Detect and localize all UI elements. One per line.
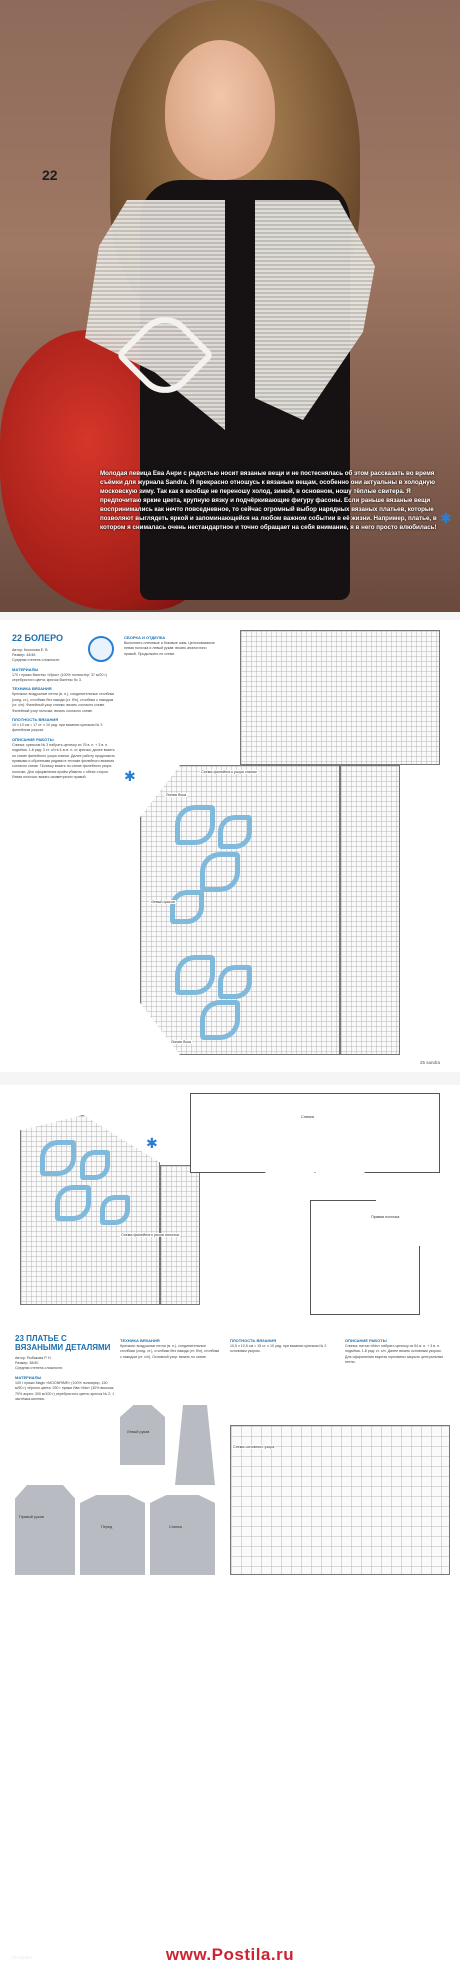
model-face bbox=[165, 40, 275, 180]
description-text: Спинка: крючком № 3 набрать цепочку из 76 в. п. + 3 в. п. подъёма. 1-й ряд: 3 ст. с/н в 4-ю в. п. от крючка, далее вязать по схеме филейного узора спинки. Далее работу продолжить прямыми и обратными рядами в технике филейного вязания согласно схеме. Полочку вязать по схеме филейного узора полочки. Для оформления пройм убавить с обеих сторон. Левая полочка: вязать симметрично правой. bbox=[12, 742, 115, 780]
chart-label-side: Линия бока bbox=[171, 1040, 192, 1044]
technique-heading: ТЕХНИКА ВЯЗАНИЯ bbox=[12, 686, 52, 692]
chart-label-side: Линия бока bbox=[166, 793, 187, 797]
dress-title: 23 ПЛАТЬЕ С ВЯЗАНЫМИ ДЕТАЛЯМИ bbox=[15, 1335, 111, 1352]
watermark-text: www.Postila.ru bbox=[165, 1945, 295, 1964]
pattern-title: 22 БОЛЕРО bbox=[12, 633, 63, 643]
dress-difficulty: Средняя степень сложности bbox=[15, 1366, 63, 1371]
page-number: 22 bbox=[42, 167, 58, 183]
sketch-label: Правый рукав bbox=[19, 1515, 44, 1519]
photo-caption: Молодая певица Ева Анри с радостью носит вязаные вещи и не постеснялась об этом рассказать во время съёмки для журнала Sandra. Я прекрасно отношусь к вязаным вещам, особенно они актуальны в холодную московскую зиму. Так как я вообще не переношу холод, зимой, в основном, ношу тёплые свитера. Я предпочитаю яркие цвета, крупную вязку и подчёркивающие фигуру фасоны. Если раньше вязаные вещи воспринимались как нечто повседневное, то сейчас огромный выбор нарядных вязаных платьев, которые позволяют выглядеть яркой и запоминающейся на любом важном событии в её жизни. Например, платье, в котором я снималась очень нестандартное и точно обращает на себя внимание, я в него просто влюбилась! bbox=[100, 470, 437, 531]
bolero-instructions bbox=[12, 632, 117, 1062]
pattern-difficulty: Средняя степень сложности bbox=[12, 658, 60, 663]
back-outline bbox=[190, 1093, 440, 1173]
materials-text: 170 г пряжи Валтекс «Ирис» (100% полиэстер; 37 м/20 г) серебристого цвета; крючок Валтекс № 3. bbox=[12, 672, 108, 683]
star-icon: ✱ bbox=[440, 510, 452, 526]
dress-author: Автор: Рыбакова Р. Н. bbox=[15, 1355, 52, 1360]
materials-heading: МАТЕРИАЛЫ bbox=[12, 666, 39, 672]
sketch-label: Левый рукав bbox=[127, 1430, 150, 1434]
dress-instructions bbox=[15, 1335, 115, 1485]
dress-size: Размер: 38/40 bbox=[15, 1360, 39, 1365]
sketch-back bbox=[150, 1495, 215, 1575]
dress-technique-text: Крючком: воздушные петли (в. п.), соединительные столбики (соед. ст.), столбики без накида (ст. б/н), столбики с накидом (ст. с/н). Основной узор: вязать по схеме. bbox=[120, 1344, 220, 1359]
sketch-sleeve bbox=[175, 1405, 215, 1485]
dress-density-heading: ПЛОТНОСТЬ ВЯЗАНИЯ bbox=[230, 1338, 277, 1343]
back-label: Спинка bbox=[301, 1115, 314, 1119]
cover-photo bbox=[0, 0, 460, 612]
dress-density-text: 10,5 х 10,5 см = 15 ст. х 10 ряд. при вязании крючком № 2 основным узором. bbox=[230, 1344, 327, 1354]
dress-materials: 100 г пряжи Magic «MOONRIME» (100% полиэфир, 150 м/50 г) чёрного цвета; 250 г пряжи Ива «Ibis» (30% вискоза, 70% акрил; 300 м/100 г) серебристого цвета; крючок № 2; 1 застёжка-молния. bbox=[15, 1380, 115, 1401]
dress-materials-heading: МАТЕРИАЛЫ bbox=[15, 1374, 42, 1380]
motif-blue bbox=[175, 955, 215, 995]
pattern-size: Размер: 44/46 bbox=[12, 652, 36, 657]
description-heading: ОПИСАНИЕ РАБОТЫ bbox=[12, 736, 54, 742]
motif-blue bbox=[200, 852, 240, 892]
site-watermark bbox=[0, 1940, 460, 1970]
density-heading: ПЛОТНОСТЬ ВЯЗАНИЯ bbox=[12, 717, 59, 723]
page-folio: 25 sandra bbox=[420, 1060, 441, 1065]
pattern-page-bolero bbox=[0, 620, 460, 1072]
dress-technique-heading: ТЕХНИКА ВЯЗАНИЯ bbox=[120, 1338, 160, 1343]
technique-text: Крючком: воздушные петли (в. п.), соединительные столбики (соед. ст.), столбики без накида (ст. б/н), столбики с накидом (ст. с/н). Филейный узор спинки: вязать согласно схеме. Филейный узор полочки: вязать согласно схеме. bbox=[12, 692, 115, 713]
sketch-label: Перед bbox=[101, 1525, 113, 1529]
dress-description-heading: ОПИСАНИЕ РАБОТЫ bbox=[345, 1338, 387, 1343]
front-outline bbox=[310, 1200, 420, 1315]
chart-legend: Схема филейного узора спинки bbox=[201, 770, 257, 774]
motif-blue bbox=[170, 890, 204, 924]
chart-label-front: Левый фасон bbox=[151, 900, 175, 904]
filet-chart-upper bbox=[240, 630, 440, 765]
filet-chart-front bbox=[20, 1115, 160, 1305]
motif-blue bbox=[218, 815, 252, 849]
magazine-logo bbox=[88, 636, 114, 662]
sketch-front bbox=[80, 1495, 145, 1575]
pattern-page-dress bbox=[0, 1085, 460, 1970]
dress-technique bbox=[120, 1335, 220, 1395]
motif-blue bbox=[40, 1140, 76, 1176]
density-text: 10 х 10 см = 17 ст. х 10 ряд. при вязании крючком № 3 филейным узором. bbox=[12, 723, 103, 733]
star-icon: ✱ bbox=[146, 1135, 158, 1151]
dress-description-text: Спинка: нитью «Ibis» набрать цепочку из 54 в. п. + 3 в. п. подъёма. 1-й ряд: ст. с/н. Далее вязать основным узором. Для оформления выреза горловины закрыть центральные петли. bbox=[345, 1344, 444, 1365]
motif-blue bbox=[200, 1000, 240, 1040]
motif-blue bbox=[100, 1195, 130, 1225]
dress-density bbox=[230, 1335, 340, 1425]
sketch-label: Спинка bbox=[169, 1525, 182, 1529]
assembly-instructions bbox=[124, 632, 219, 722]
dress-description bbox=[345, 1335, 445, 1425]
sketch-right-sleeve bbox=[15, 1485, 75, 1575]
motif-blue bbox=[175, 805, 215, 845]
front-label: Правая полочка bbox=[371, 1215, 400, 1219]
pattern-author: Автор: Кононова Е. В. bbox=[12, 647, 49, 652]
star-icon: ✱ bbox=[124, 768, 136, 784]
assembly-text: Выполнить плечевые и боковые швы. Цельновязаные левая полочка и левый рукав: вязать аналогично правой. Продолжить по схеме. bbox=[124, 641, 215, 656]
bolero-right bbox=[255, 200, 375, 420]
motif-blue bbox=[55, 1185, 91, 1221]
chart-legend: Схема филейного узора полочки bbox=[121, 1233, 179, 1237]
filet-chart-right bbox=[340, 765, 400, 1055]
assembly-heading: СБОРКА И ОТДЕЛКА bbox=[124, 635, 166, 640]
stitch-chart-label: Схема основного узора bbox=[233, 1445, 275, 1449]
motif-blue bbox=[218, 965, 252, 999]
sketch-left-sleeve bbox=[120, 1405, 165, 1465]
motif-blue bbox=[80, 1150, 110, 1180]
